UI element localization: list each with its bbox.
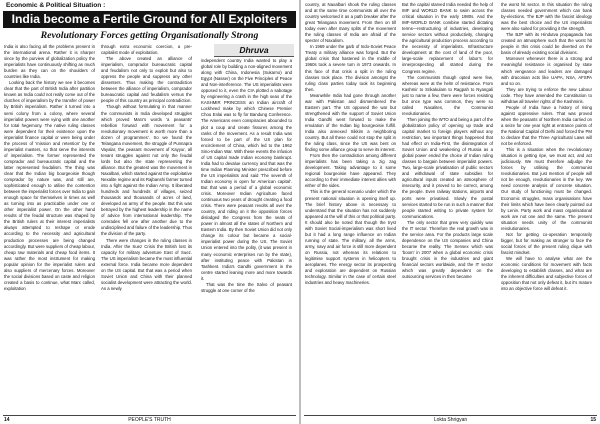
right-page-footer	[304, 415, 597, 424]
article-paragraph: the worst hit sector. In this situation the ruling classes needed government which can bank by-elections. The BJP with the fascist ideology was the best choice and the US imperialists were also suited for providing it the strength.	[501, 2, 592, 32]
byline-author: Dhruva	[214, 44, 294, 57]
article-paragraph: India is also facing all the problems present in the international arena. Rather it is sharper since by the purview of globalization policy the imperialists have continuously shifting as much burden as they can on the shoulders of countries like India.	[4, 44, 95, 80]
article-column-3	[201, 58, 292, 414]
right-page	[301, 0, 600, 424]
headline: India become a Fertile Ground for All Exploiters	[3, 11, 296, 28]
article-paragraph: Looking back the history we see it becomes clear that the part of British India after partition known as India could not really come out of the clutches of imperialism by the transfer of power by British imperialism. Rather it turned into a semi colony from a colony, where several imperialist powers were vying with one another for total hegemony. The native ruling classes were dependent for their existence upon the imperialist finance capital or were being under the process of 'mission and retention' by the imperialist masters, so that serve the interests of imperialism. The former represented the comprador and bureaucratic capital and the latter represented feudalism. The thing was clear that the Indian big bourgeoisie though comprador by nature was, and still are, sophisticated enough to utilise the contention between the imperialist forces over India to gain enough space for themselves in times as well as turning into as practicable under one or other imperialist power. On the other hand results of the feudal structure was shaped by the British rulers at their interest imperialists always attempted to reshape or erode according to the necessity and agricultural production processes are being changed accordingly. But were suppliers of cheap labour, cheap raw materials and cheap food items. It was rather the most instrument for making popular opinion for the imperialist rulers and also suppliers of mercenary forces. Moreover the social divisions based on caste and religion created a basis to continue, what Marx called, exploitation	[4, 80, 95, 291]
article-paragraph: There were changes in the ruling classes in India. After the Suez Crisis the British lost its capacity for military adventure East of Suez. The US imperialism became the most influential external force. India became more dependent on the US capital. But that was a period when Soviet Union and China with their planned socialist development were attracting the world. As a newly	[101, 237, 192, 291]
article-paragraph: Though without formulating in that manner the communists in India developed struggles which proved Marx's words 'a peasants' rebellion forward with movement for a revolutionary movement is worth more than a dozen of programmes'. So we found the Telangana movement, the struggle of Punnapra Vayalar, the peasant movement of Kayyur, all tenant struggles against not only the feudal lords but also the state representing the alliance. But the greatest was the movement in Naxalbari, which started against the exploitative Nexalite regime and its Rajbanshi farmer turned into a fight against the Indian Army. It liberated hundreds and hundreds of villages, seized thousands and thousands of acres of land, developed an army of the people. But this was betrayed by the highest leadership in the name of advice from international leadership. The comrades fell one after another due to the undisciplined and failure of the leadership. Thus the division of the party.	[101, 104, 192, 237]
article-paragraph: That was the time the Salvo of peasant struggle at one corner of the	[201, 281, 292, 293]
article-column-6	[501, 2, 592, 414]
article-paragraph: Moreover whenever there is a strong and meaningful resistance is organised by state which vengeance and leaders are damaged with draconian acts like UAPA, NSA, AFSPA and so on.	[501, 56, 592, 86]
left-page-footer	[3, 415, 296, 424]
article-paragraph: Then joining the WTO and being a part of the globalization policy of opening up trade and capital market to foreign players without any restriction, two important things happened that had effect on India-First, the disintegration of Soviet Union and weakening of Russia as a global power ended the choice of Indian ruling classes to bargain between imperialist powers. Two, large-scale privatisation of public sectors and withdrawal of state subsidies for agricultural inputs created an atmosphere of insecurity, and it proved to be correct, among the people. Even railway stations, airports and ports were privatised. Slowly the postal services started to be run in such a manner that people started writing to private system for communications.	[402, 116, 493, 219]
article-paragraph: independent country India wanted to play a global role by building a non-aligned movement along with China, Indonesia (Sukarno) and Egypt (Nasser) on the Five Principles of Peace and Non-interference. The US imperialists were opposed to it, even the CIA plotted a sabotage by engineering a crash in the high seas of the KASHMIR PRINCESS an Indian aircraft of Lockheed make by which Chinese Premier Chou Enlai was to fly for Bandung Conference. The Americans even conspiracies abounded to plot a coup and create fissures among the ranks of the movement. As a result India was forced to be part of the US plan for encirclement of China, which led to the 1962 Sino-Indian War. With these events the infusion of US capital made Indian economy bankrupt. India had to devalue currency and that was the time Indian Planning Minister prescribed before the US imperialists and said 'The seventh of Indian economy is open for American capital'. But that was a period of a global economic crisis. Moreover Indian Agriculture faced continuous two years of drought creating a food crisis. There were peasant revolts all over the country, and riding on it the opposition forces dislodged the Congress from the seats of power in almost all the states of Northern and Eastern India. By then Soviet Union did not only change its colour but became a social-imperialist power during the US. The Soviet Union entered into the polity, (it was present in many economic enterprises run by the state), after instituting peace with Pakistan in Tashkent. India's Gandhi government in the centre started leaning more and more towards it.	[201, 58, 292, 281]
article-paragraph: The communists though opted were few, whereas were at the helm of resistance. From Kashmir to Srikakulam to Ragpah to Nyangali just to name a few, there were forces resisting but once type was common, they were so called Naxalites, the Communist revolutionaries.	[402, 74, 493, 116]
footer-publication: Lokta Shrigyan	[433, 417, 468, 423]
article-column-5	[402, 2, 493, 414]
article-paragraph: They are trying to enforce the new Labour code. They have amended the Constitution to withdraw all traveler rights of the Kashmiris.	[501, 86, 592, 104]
article-column-4	[305, 2, 396, 414]
article-paragraph: We will have to analyse what are the economic conditions for movement with facts developing to establish classes, and what are the inherent difficulties and subjective forces of opposition that not only defeat it, but it's mature into an objective force will defeat it.	[501, 255, 592, 292]
article-paragraph: In 1969 under the garb of Indo-Soviet Peace Treaty a military alliance was forged. But the global crisis that hastened in the middle of 1960s took a severe turn in 1973 onwards. In this face of that crisis a split in the ruling classes took place. The division amongst the ruling class parties today took its beginning then.	[305, 44, 396, 92]
article-paragraph: The above created an alliance of imperialism, comprador bureaucratic capital and feudalism not only to exploit but also to oppress the people and suppress any other dissenters. Thus making the contradiction between the alliance of imperialism, comprador bureaucratic capital and feudalism versus the people of this country as principal contradiction.	[101, 56, 192, 104]
page-number: 14	[4, 417, 10, 423]
section-label: Economic & Political Situation :	[6, 2, 106, 9]
article-paragraph: Not for getting co-operation temporarily bigger, but for making as stronger to face the social forces of the present ruling clique with fascist mindset.	[501, 231, 592, 255]
article-paragraph: The BJP with its Hindutva propaganda has created an atmosphere such that the worst hit people in this crisis could be diverted on the basis of already existing social divisions.	[501, 32, 592, 56]
left-page	[0, 0, 299, 424]
article-paragraph: This is the general scenario under which the present national situation is opening itself up. The brief history above is necessary to understand that the situation has not suddenly appeared at the will of this or that political party. It should also be noted that though the tryst with Soviet Social-imperialism was short lived but it had a long range influence on Indian running of state. The military, all the arms, army, navy and air force is still more dependent on Russia, not whereas its relations to legitimise support systems in helicopters to aeroplanes. The energy sector its prospecting and exploration are dependent on Russian technology. Similar in the case of certain steel industries and heavy machineries.	[305, 189, 396, 286]
article-paragraph: country, at Naxalbari shook the ruling classes and at the same time communists all over the country welcomed it as a path breaker after the great Telangana movement. From then on till today even after many splits of the movement the ruling classes of India are afraid of the specter of Naxalism.	[305, 2, 396, 44]
article-paragraph: through extra economic coercion, a pre-capitalist mode of exploitation.	[101, 44, 192, 56]
article-column-2	[101, 44, 192, 414]
article-paragraph: This is a situation when the revolutionary situation is getting ripe, we must act, and act judiciously. We must therefore adjudge the forces by utilising the communist revolutionaries. But just mention of people will not be enough, revolutionaries in the key. We need concrete analysis of concrete situation. Our study of functioning must be changed. Economic struggles, mass organisations have their limits which have been clearly pointed out by Lenin. Party work and mass organisational work are not one and the same. The present situation needs unity of the communist revolutionaries.	[501, 147, 592, 231]
article-paragraph: From then the contradiction among different imperialists has been taking a zig zag development. Taking advantage to it some regional bourgeoisie have appeared. They according to their immediate interest allies with either of the sides.	[305, 153, 396, 189]
article-paragraph: The only sector that grew very quickly was the IT sector. Therefore the real growth was in the service area. For the products large scale dependence on the US companies and China became the reality. The Sensex which was 'boom' in 2007 when a global economic crisis brought crisis in the industries and giant financial sectors worldwide, and the IT sector which was greatly dependent on the outsourcing services in then became	[402, 219, 493, 280]
footer-publication: PEOPLE'S TRUTH	[128, 417, 171, 423]
article-column-1	[4, 44, 95, 414]
article-paragraph: People of India have a history of rising against oppressive rulers. That was proved when the peasants of Northern India carried on a seize for one year right at entrance points of the National Capital of Delhi and forced the PM to declare that the Three Agricultural Laws will not be enforced.	[501, 104, 592, 147]
article-paragraph: But the capital starved India needed the help of IMF and WORLD BANK to swim across the critical situation in the early 1980s. And the IMF-WORLD BANK combine started dictating terms—restructuring of industries, developing service sectors without productivity, changing the agricultural production process according to the necessity of imperialists. Infrastructure development at the cost of land of the poor, large-scale replacement of labor's for innerprospecting all started during the Congress regime.	[402, 2, 493, 74]
article-paragraph: Meanwhile India had gone through another war with Pakistan and dismembered the Eastern part. The US opposed the war but strengthened with the support of Soviet Union India Gandhi went forward to make the emulation of the Indian big bourgeoisie fulfill. India also annexed Sikkim a neighboring country. But all these could not stop the split in the ruling class, since the US was bent on finding some alliance group to serve its interest.	[305, 92, 396, 153]
page-number: 15	[590, 417, 596, 423]
subheadline: Revolutionary Forces getting Organisationally Strong	[40, 30, 259, 41]
